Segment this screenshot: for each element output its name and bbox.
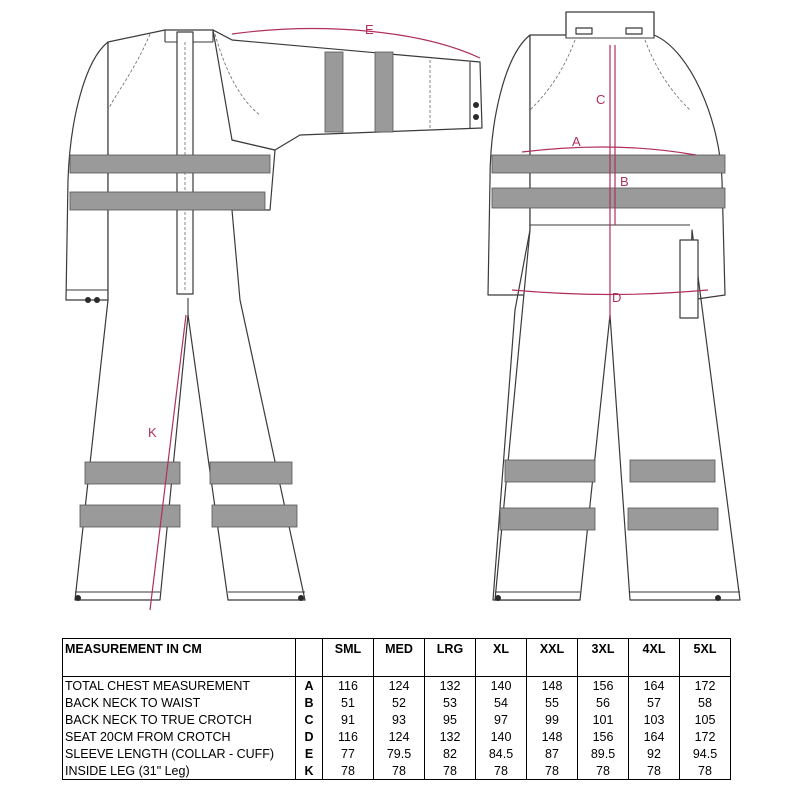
measurement-value: 51 xyxy=(323,694,374,711)
measurement-code: A xyxy=(296,677,323,695)
measurement-value: 78 xyxy=(578,762,629,780)
measurement-value: 105 xyxy=(680,711,731,728)
measurement-value: 156 xyxy=(578,728,629,745)
measurement-label: BACK NECK TO TRUE CROTCH xyxy=(63,711,296,728)
measurement-value: 89.5 xyxy=(578,745,629,762)
measurement-value: 78 xyxy=(527,762,578,780)
table-row xyxy=(63,694,731,711)
measurement-value: 78 xyxy=(629,762,680,780)
measurement-value: 91 xyxy=(323,711,374,728)
measurement-value: 172 xyxy=(680,728,731,745)
measurement-value: 116 xyxy=(323,677,374,695)
measurement-value: 58 xyxy=(680,694,731,711)
measurement-code: E xyxy=(296,745,323,762)
measurement-value: 95 xyxy=(425,711,476,728)
back-view xyxy=(488,12,740,601)
measurement-value: 54 xyxy=(476,694,527,711)
measurement-value: 92 xyxy=(629,745,680,762)
measurement-value: 56 xyxy=(578,694,629,711)
table-row xyxy=(63,728,731,745)
measurement-value: 132 xyxy=(425,728,476,745)
dimension-label-c: C xyxy=(596,92,606,107)
measurement-code: B xyxy=(296,694,323,711)
measurement-value: 103 xyxy=(629,711,680,728)
measurement-value: 156 xyxy=(578,677,629,695)
measurement-label: BACK NECK TO WAIST xyxy=(63,694,296,711)
measurement-label: TOTAL CHEST MEASUREMENT xyxy=(63,677,296,695)
measurement-value: 94.5 xyxy=(680,745,731,762)
measurement-value: 124 xyxy=(374,677,425,695)
front-right-sleeve xyxy=(213,30,482,150)
measurement-value: 52 xyxy=(374,694,425,711)
size-header: 3XL xyxy=(578,639,629,677)
size-header: XXL xyxy=(527,639,578,677)
measurement-value: 78 xyxy=(425,762,476,780)
dimension-label-k: K xyxy=(148,425,157,440)
measurement-value: 101 xyxy=(578,711,629,728)
dimension-label-d: D xyxy=(612,290,622,305)
dimension-label-b: B xyxy=(620,174,629,189)
measurement-value: 140 xyxy=(476,728,527,745)
size-header: 4XL xyxy=(629,639,680,677)
table-row xyxy=(63,711,731,728)
measurement-value: 148 xyxy=(527,728,578,745)
measurement-value: 148 xyxy=(527,677,578,695)
measurement-value: 53 xyxy=(425,694,476,711)
dimension-label-a: A xyxy=(572,134,581,149)
measurement-value: 55 xyxy=(527,694,578,711)
measurement-value: 140 xyxy=(476,677,527,695)
measurement-value: 124 xyxy=(374,728,425,745)
measurement-label: INSIDE LEG (31" Leg) xyxy=(63,762,296,780)
measurement-value: 82 xyxy=(425,745,476,762)
code-header xyxy=(296,639,323,677)
front-view xyxy=(66,30,482,601)
table-row xyxy=(63,762,731,780)
measurement-code: D xyxy=(296,728,323,745)
size-chart-header-row xyxy=(63,639,731,677)
size-header: SML xyxy=(323,639,374,677)
measurement-value: 99 xyxy=(527,711,578,728)
dimension-label-e: E xyxy=(365,22,374,37)
table-row xyxy=(63,677,731,695)
measurement-value: 78 xyxy=(374,762,425,780)
measurement-value: 77 xyxy=(323,745,374,762)
size-header: XL xyxy=(476,639,527,677)
size-header: LRG xyxy=(425,639,476,677)
measurement-label: SLEEVE LENGTH (COLLAR - CUFF) xyxy=(63,745,296,762)
measurement-value: 164 xyxy=(629,677,680,695)
measurement-code: K xyxy=(296,762,323,780)
measurement-value: 78 xyxy=(680,762,731,780)
measurement-value: 93 xyxy=(374,711,425,728)
size-header: MED xyxy=(374,639,425,677)
measurement-value: 97 xyxy=(476,711,527,728)
measurement-header: MEASUREMENT IN CM xyxy=(63,639,296,677)
table-row xyxy=(63,745,731,762)
measurement-value: 84.5 xyxy=(476,745,527,762)
measurement-value: 79.5 xyxy=(374,745,425,762)
measurement-value: 172 xyxy=(680,677,731,695)
size-header: 5XL xyxy=(680,639,731,677)
measurement-value: 57 xyxy=(629,694,680,711)
measurement-label: SEAT 20CM FROM CROTCH xyxy=(63,728,296,745)
measurement-value: 116 xyxy=(323,728,374,745)
measurement-code: C xyxy=(296,711,323,728)
measurement-value: 78 xyxy=(476,762,527,780)
measurement-value: 132 xyxy=(425,677,476,695)
size-chart-table xyxy=(62,638,731,780)
measurement-value: 78 xyxy=(323,762,374,780)
measurement-value: 164 xyxy=(629,728,680,745)
measurement-value: 87 xyxy=(527,745,578,762)
